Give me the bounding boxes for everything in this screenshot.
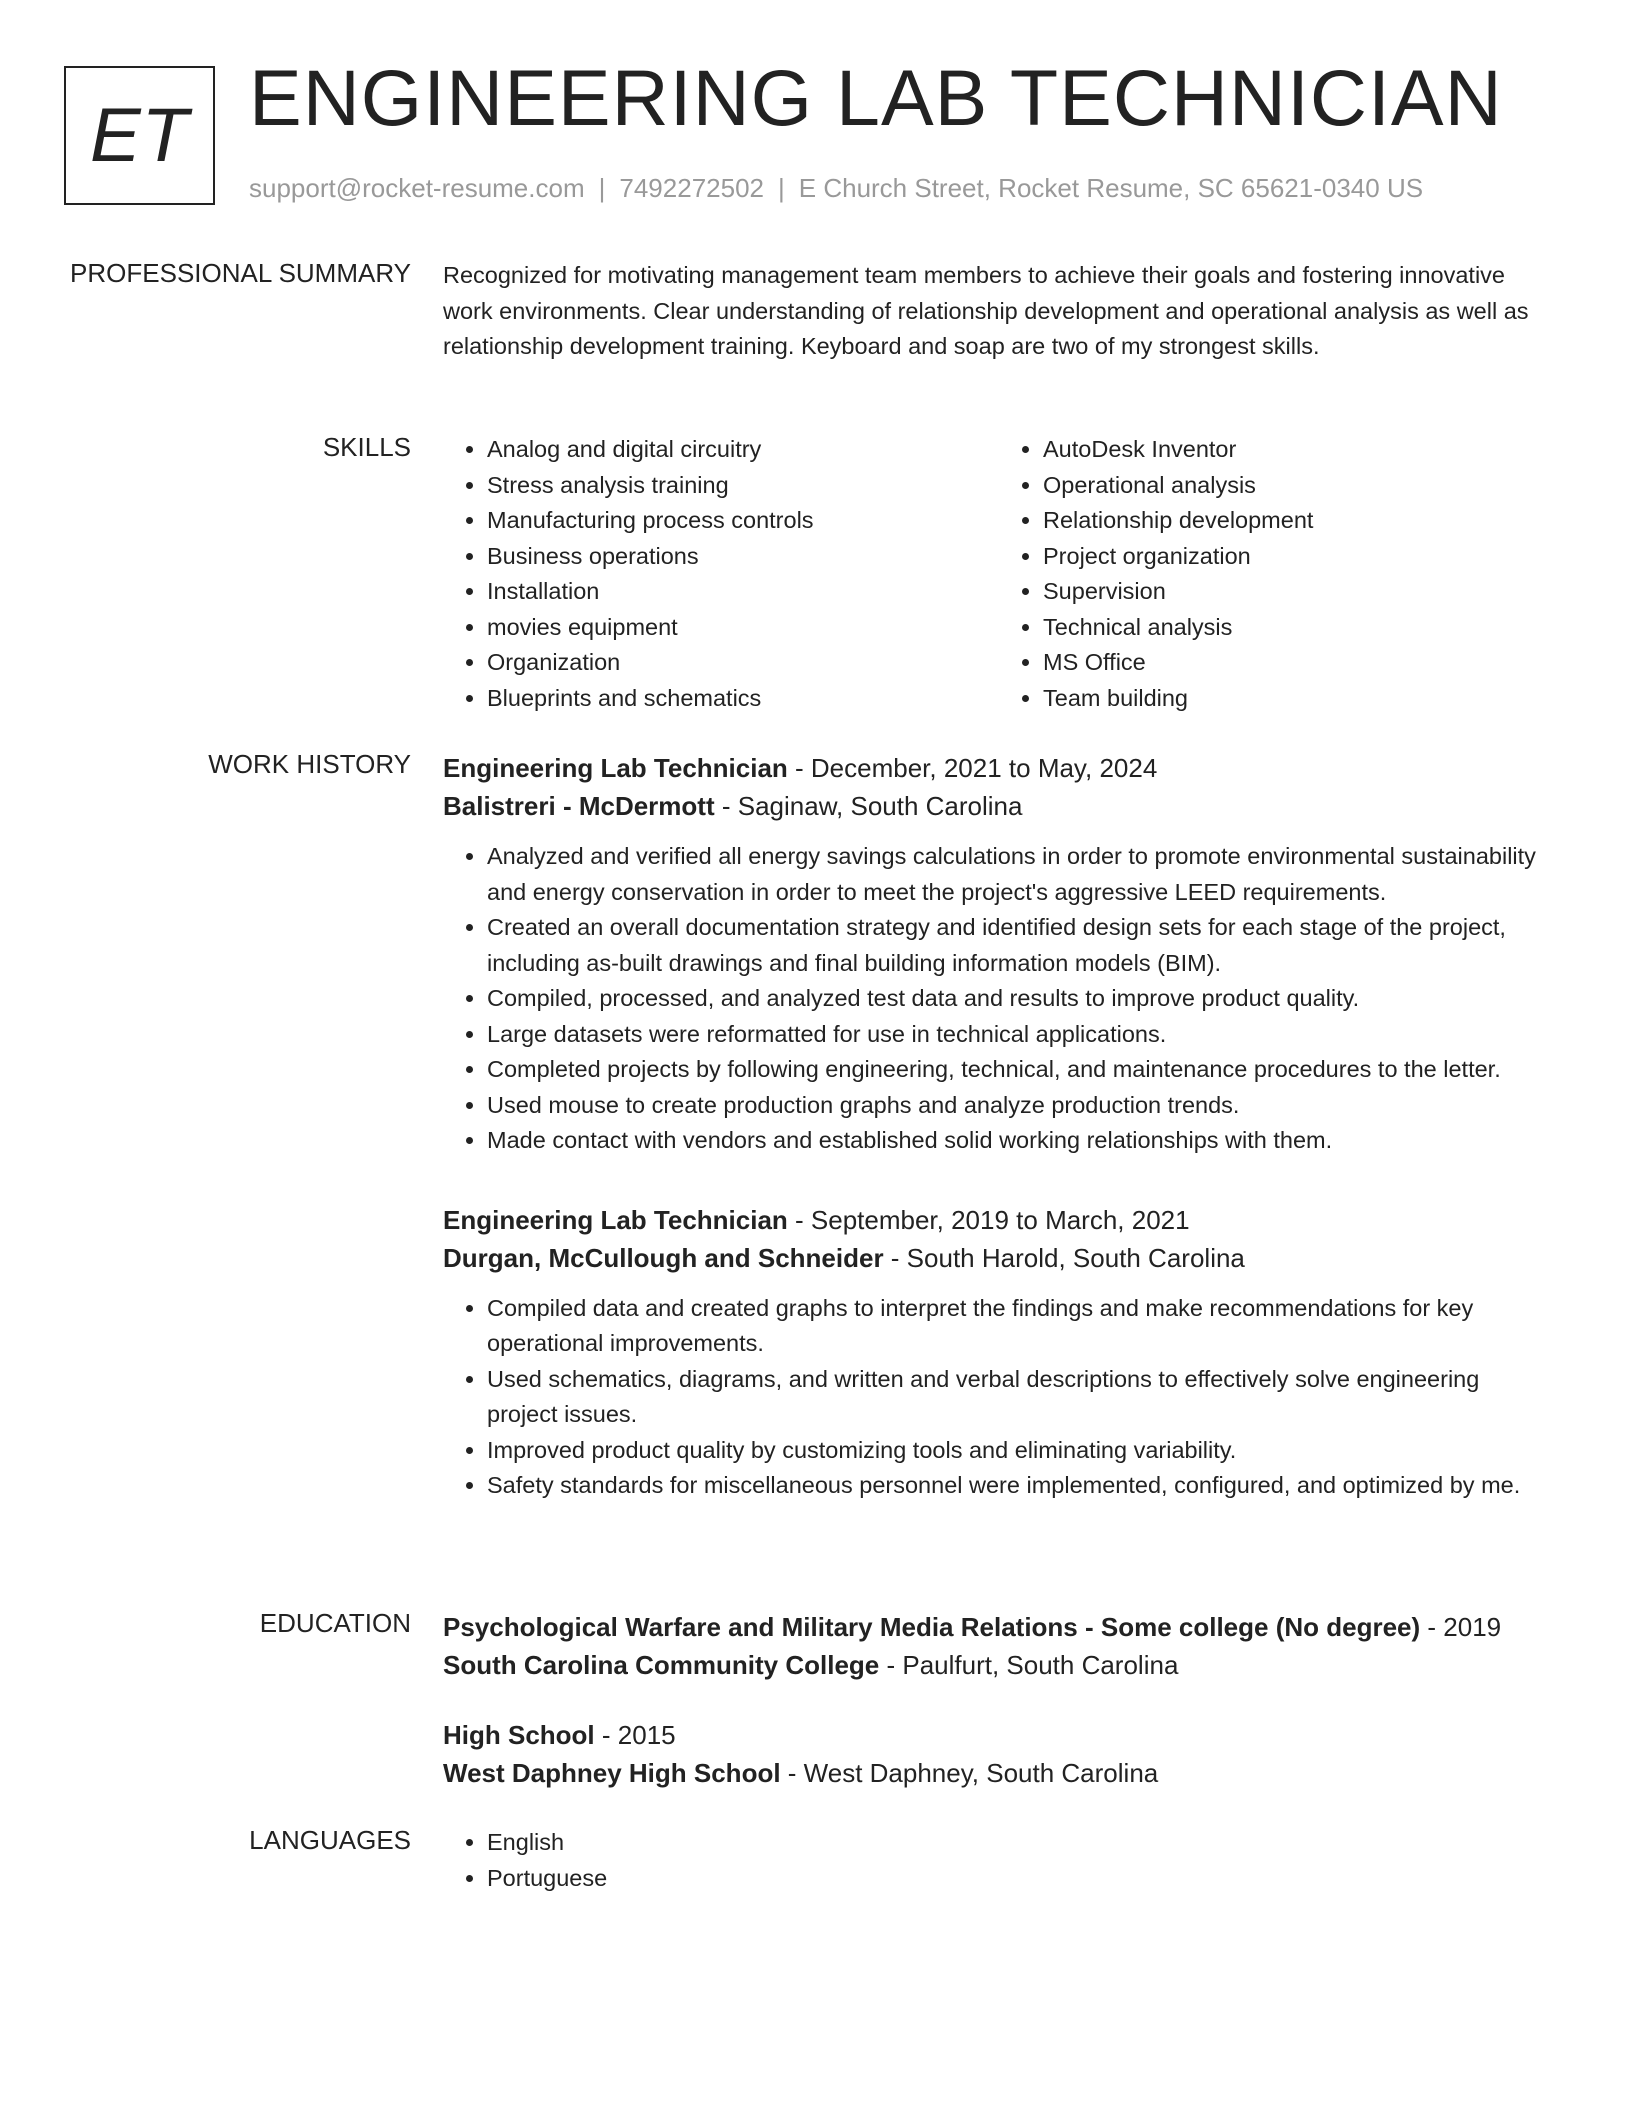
skills-body [443,432,1555,716]
skill-item: • Relationship development [1043,503,1555,539]
skill-item: • Manufacturing process controls [487,503,999,539]
job-company: Durgan, McCullough and Schneider [443,1242,884,1273]
monogram-box [64,66,215,205]
skill-item: • Business operations [487,539,999,575]
work-title: WORK HISTORY [208,749,411,779]
summary-text: Recognized for motivating management team members to achieve their goals and fostering innovative work environments. Clear understanding of relationship development and operational analysis as well as relationship development training. Keyboard and soap are two of my strongest skills. [443,262,1529,359]
job-bullets [443,839,1555,1159]
skill-item: • Operational analysis [1043,468,1555,504]
education-school: South Carolina Community College [443,1650,880,1680]
job-bullet: • Completed projects by following engineering, technical, and maintenance procedures to the letter. [487,1052,1555,1088]
job-bullet: • Compiled, processed, and analyzed test data and results to improve product quality. [487,981,1555,1017]
work-body [443,749,1555,1504]
job-role: Engineering Lab Technician [443,753,788,783]
job-location: - Saginaw, South Carolina [714,791,1023,821]
job-bullet: • Safety standards for miscellaneous personnel were implemented, configured, and optimized by me. [487,1468,1555,1504]
education-body [443,1608,1555,1792]
education-degree-line [443,1608,1555,1646]
job-entry [443,1201,1555,1504]
job-bullet: • Made contact with vendors and established solid working relationships with them. [487,1123,1555,1159]
skills-title: SKILLS [322,432,411,462]
skill-item: • Analog and digital circuitry [487,432,999,468]
skill-item: • MS Office [1043,645,1555,681]
job-company-line [443,787,1555,825]
job-bullet: • Used mouse to create production graphs and analyze production trends. [487,1088,1555,1124]
resume-name: ENGINEERING LAB TECHNICIAN [249,53,1503,142]
job-bullet: • Improved product quality by customizing tools and eliminating variability. [487,1433,1555,1469]
education-location: - Paulfurt, South Carolina [879,1650,1179,1680]
education-degree: Psychological Warfare and Military Media Relations - Some college (No degree) [443,1612,1421,1642]
language-item: • English [487,1825,1555,1861]
job-bullet: • Large datasets were reformatted for use in technical applications. [487,1017,1555,1053]
job-bullet: • Analyzed and verified all energy savings calculations in order to promote environmental sustainability and energy conservation in order to meet the project's aggressive LEED requirements. [487,839,1555,910]
skill-item: • AutoDesk Inventor [1043,432,1555,468]
languages-body [443,1825,1555,1896]
job-location: - South Harold, South Carolina [883,1242,1245,1273]
education-entry [443,1608,1555,1684]
job-title-line [443,1201,1555,1239]
language-item: • Portuguese [487,1861,1555,1897]
education-location: - West Daphney, South Carolina [780,1758,1159,1788]
job-bullet: • Used schematics, diagrams, and written and verbal descriptions to effectively solve engineering project issues. [487,1362,1555,1433]
skill-item: • Stress analysis training [487,468,999,504]
contact-separator: | [778,173,785,203]
skill-item: • Organization [487,645,999,681]
languages-title: LANGUAGES [249,1825,411,1855]
job-role: Engineering Lab Technician [443,1204,788,1235]
education-degree-line [443,1716,1555,1754]
education-school-line [443,1646,1555,1684]
skill-item: • Installation [487,574,999,610]
skills-list-right [999,432,1555,716]
job-dates: - December, 2021 to May, 2024 [787,753,1158,783]
skill-item: • Technical analysis [1043,610,1555,646]
job-entry [443,749,1555,1159]
skill-item: • movies equipment [487,610,999,646]
education-title: EDUCATION [259,1608,411,1638]
contact-separator: | [598,173,606,203]
education-year: - 2019 [1420,1612,1502,1642]
education-entry [443,1716,1555,1792]
contact-address: E Church Street, Rocket Resume, SC 65621-0340 US [798,173,1424,203]
education-degree: High School [443,1720,595,1750]
skill-item: • Supervision [1043,574,1555,610]
skill-item: • Project organization [1043,539,1555,575]
job-bullets [443,1291,1555,1504]
education-school: West Daphney High School [443,1758,781,1788]
education-school-line [443,1754,1555,1792]
job-dates: - September, 2019 to March, 2021 [787,1204,1190,1235]
job-bullet: • Created an overall documentation strategy and identified design sets for each stage of the project, including as-built drawings and final building information models (BIM). [487,910,1555,981]
monogram-initials: ET [89,93,190,178]
skills-grid [443,432,1555,716]
job-title-line [443,749,1555,787]
job-company-line [443,1239,1555,1277]
skill-item: • Blueprints and schematics [487,681,999,717]
skills-list-left [443,432,999,716]
summary-title: PROFESSIONAL SUMMARY [70,258,411,288]
job-company: Balistreri - McDermott [443,791,715,821]
contact-line [249,173,1423,204]
contact-email[interactable]: support@rocket-resume.com [249,173,585,203]
education-year: - 2015 [594,1720,676,1750]
job-bullet: • Compiled data and created graphs to interpret the findings and make recommendations for key operational improvements. [487,1291,1555,1362]
summary-body [443,258,1555,365]
languages-list [443,1825,1555,1896]
contact-phone[interactable]: 7492272502 [619,173,764,203]
skill-item: • Team building [1043,681,1555,717]
